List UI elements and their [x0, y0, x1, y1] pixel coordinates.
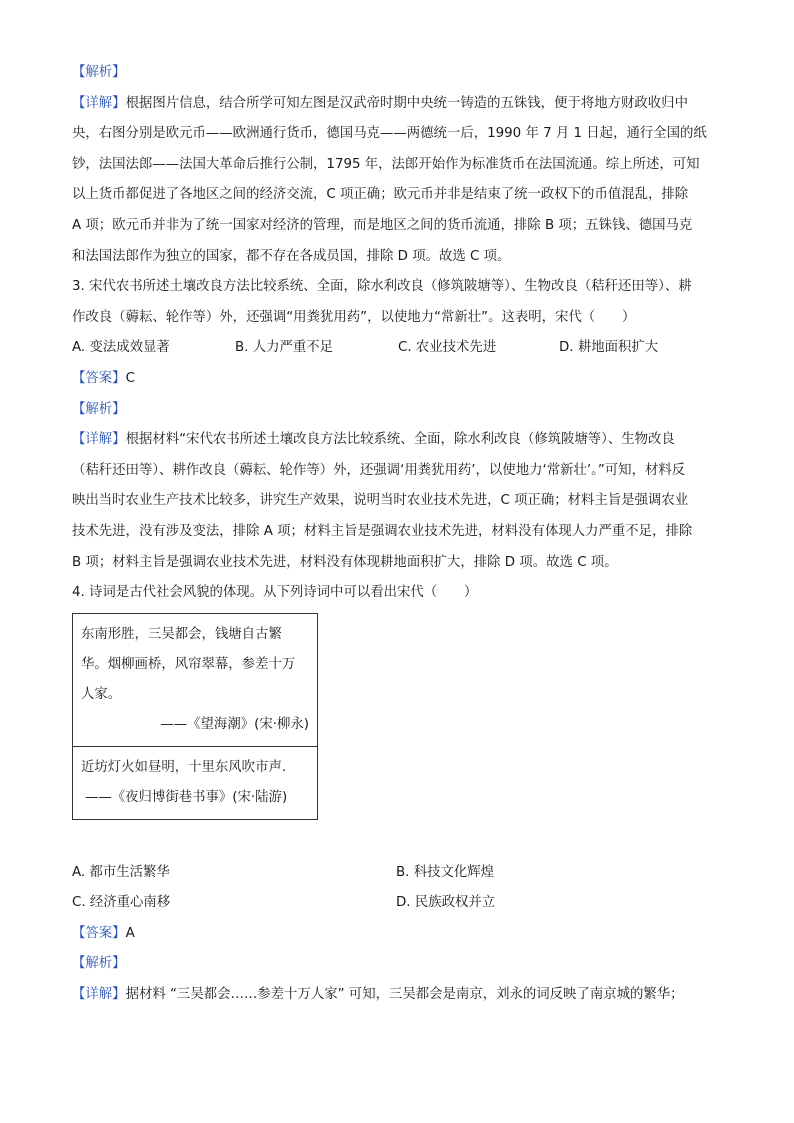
q3-stem-line: 作改良（薅耘、轮作等）外，还强调“用粪犹用药”，以使地力“常新壮”。这表明，宋代（ ）: [72, 309, 636, 325]
q4-options-row2: [72, 888, 722, 919]
poem-line: 东南形胜，三吴都会，钱塘自古繁: [81, 626, 282, 642]
q2-detail-line: 和法国法郎作为独立的国家，都不存在各成员国，排除 D 项。故选 C 项。: [72, 248, 511, 264]
poem-source: ——《望海潮》(宋·柳永): [160, 716, 309, 732]
q3-option-d[interactable]: D. 耕地面积扩大: [559, 340, 659, 356]
analysis-tag: 【解析】: [72, 65, 126, 80]
poem-cell-liuyong: [73, 613, 318, 746]
q3-option-b[interactable]: B. 人力严重不足: [235, 340, 334, 356]
q3-detail-line: （秸秆还田等）、耕作改良（薅耘、轮作等）外，还强调‘用粪犹用药’，以使地力‘常新壮’。”可知，材料反: [72, 462, 686, 478]
q4-analysis-heading: [72, 949, 722, 980]
poem-source: ——《夜归博街巷书事》(宋·陆游): [85, 789, 288, 805]
detail-tag: 【详解】: [72, 95, 126, 111]
q4-options-row1: [72, 858, 722, 889]
poem-table: [72, 613, 318, 820]
q4-stem: 4. 诗词是古代社会风貌的体现。从下列诗词中可以看出宋代（ ）: [72, 585, 478, 601]
poem-line: 华。烟柳画桥，风帘翠幕，参差十万: [81, 656, 296, 672]
q3-detail-line: 技术先进，没有涉及变法，排除 A 项；材料主旨是强调农业技术先进，材料没有体现人力严重不足，排除: [72, 523, 693, 539]
q3-analysis-heading: [72, 395, 722, 426]
q4-detail-line: 【详解】据材料 “三吴都会……参差十万人家” 可知，三吴都会是南京，刘永的词反映了南京城的繁华；: [72, 987, 684, 1003]
q4-answer: [72, 919, 722, 950]
q3-option-a[interactable]: A. 变法成效显著: [72, 340, 170, 356]
q3-detail-line: 【详解】根据材料“宋代农书所述土壤改良方法比较系统、全面，除水利改良（修筑陂塘等）、生物改良: [72, 432, 675, 448]
q2-analysis-heading: [72, 58, 722, 89]
poem-cell-luyou: [73, 746, 318, 819]
poem-line: 近坊灯火如昼明，十里东风吹市声.: [81, 759, 287, 775]
q3-answer-value: C: [125, 370, 135, 386]
q3-option-c[interactable]: C. 农业技术先进: [398, 340, 497, 356]
analysis-tag: 【解析】: [72, 401, 126, 417]
q3-stem-line: 3. 宋代农书所述土壤改良方法比较系统、全面，除水利改良（修筑陂塘等）、生物改良（秸秆还田等）、耕: [72, 279, 692, 295]
analysis-tag: 【解析】: [72, 956, 126, 972]
q3-options: [72, 333, 722, 364]
q2-detail-line: 【详解】根据图片信息，结合所学可知左图是汉武帝时期中央统一铸造的五铢钱，便于将地方财政收归中: [72, 95, 688, 111]
q4-option-c[interactable]: C. 经济重心南移: [72, 895, 171, 911]
answer-tag: 【答案】: [72, 925, 126, 941]
poem-line: 人家。: [81, 686, 122, 702]
q3-answer: [72, 364, 722, 395]
q4-answer-value: A: [125, 925, 135, 941]
q2-detail-line: 钞，法国法郎——法国大革命后推行公制，1795 年，法郎开始作为标准货币在法国流通。综上所述，可知: [72, 156, 700, 172]
q3-detail-line: 映出当时农业生产技术比较多，讲究生产效果，说明当时农业技术先进，C 项正确；材料主旨是强调农业: [72, 493, 689, 509]
q3-detail-line: B 项；材料主旨是强调农业技术先进，材料没有体现耕地面积扩大，排除 D 项。故选 C 项。: [72, 554, 618, 570]
q2-detail-line: A 项；欧元币并非为了统一国家对经济的管理，而是地区之间的货币流通，排除 B 项；五铢钱、德国马克: [72, 217, 693, 233]
q4-option-a[interactable]: A. 都市生活繁华: [72, 864, 170, 880]
answer-tag: 【答案】: [72, 370, 126, 386]
detail-tag: 【详解】: [72, 987, 126, 1003]
q2-detail-line: 以上货币都促进了各地区之间的经济交流，C 项正确；欧元币并非是结束了统一政权下的币值混乱，排除: [72, 187, 689, 203]
q4-option-d[interactable]: D. 民族政权并立: [396, 895, 496, 911]
q2-detail-line: 央，右图分别是欧元币——欧洲通行货币，德国马克——两德统一后，1990 年 7 月 1 日起，通行全国的纸: [72, 126, 707, 142]
detail-tag: 【详解】: [72, 432, 126, 448]
document-page: [72, 58, 722, 1011]
q4-option-b[interactable]: B. 科技文化辉煌: [396, 864, 495, 880]
